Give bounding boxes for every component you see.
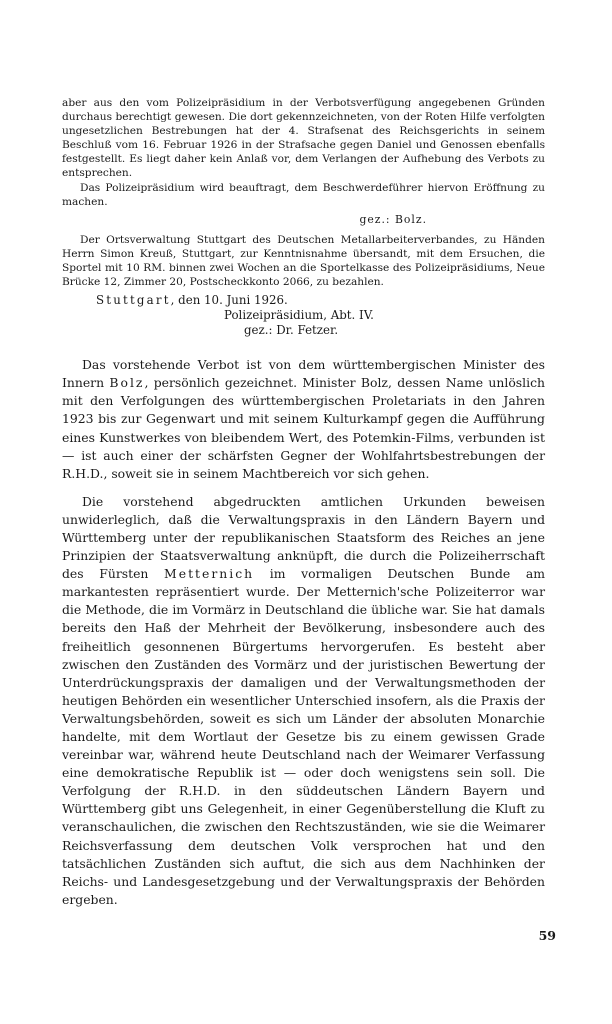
- book-page: [62, 96, 545, 909]
- commentary-p1-start: Das vorstehende Verbot ist von dem württembergischen Minister des Innern: [62, 357, 545, 391]
- date-city: Stuttgart: [96, 293, 171, 308]
- commentary-p1-rest: , persönlich gezeichnet. Minister Bolz, dessen Name unlöslich mit den Verfolgungen des württembergischen Proletariats in den Jahren 1923 bis zur Gegenwart und mit seinem Kulturkampf gegen die Aufführung eines Kunstwerkes von bleibendem Wert, des Potemkin-Films, verbunden ist — ist auch einer der schärfsten Gegner der Wohlfahrtsbestrebungen der R.H.D., soweit sie in seinem Machtbereich vor sich gehen.: [62, 375, 546, 481]
- signature-bolz: gez.: Bolz.: [359, 212, 427, 226]
- commentary-p2-start: Die vorstehend abgedruckten amtlichen Urkunden beweisen unwiderleglich, daß die Verwaltungspraxis in den Ländern Bayern und Württemberg unter der republikanischen Staatsform des Reiches an jene Prinzipien der Staatsverwaltung anknüpft, die durch die Polizeiherrschaft des Fürsten: [62, 493, 545, 582]
- office-line: Polizeipräsidium, Abt. IV.: [224, 308, 374, 323]
- signature-fetzer: gez.: Dr. Fetzer.: [244, 323, 339, 338]
- decision-paragraph-1: aber aus den vom Polizeipräsidium in der Verbotsverfügung angegebenen Gründen durchaus berechtigt gewesen. Die dort gekennzeichneten, von der Roten Hilfe verfolgten ungesetzlichen Bestrebungen hat der 4. Strafsenat des Reichsgerichts in seinem Beschluß vom 16. Februar 1926 in der Strafsache gegen Daniel und Genossen ebenfalls festgestellt. Es liegt daher kein Anlaß vor, dem Verlangen der Aufhebung des Verbots zu entsprechen.: [62, 97, 545, 180]
- commentary-p2-rest: im vormaligen Deutschen Bunde am markantesten repräsentiert wurde. Der Metternich'sche Polizeiterror war die Methode, die im Vormärz in Deutschland die übliche war. Sie hat damals bereits den Haß der Mehrheit der Bevölkerung, insbesondere auch des freiheitlich gesonnenen Bürgertums hervorgerufen. Es besteht aber zwischen den Zuständen des Vormärz und der juristischen Bewertung der Unterdrückungspraxis der damaligen und der Verwaltungsmethoden der heutigen Behörden ein wesentlicher Unterschied insofern, als die Praxis der Verwaltungsbehörden, soweit es sich um Länder der absoluten Monarchie handelte, mit dem Wortlaut der Gesetze bis zu einem gewissen Grade vereinbar war, während heute Deutschland nach der Weimarer Verfassung eine demokratische Republik ist — oder doch wenigstens sein soll. Die Verfolgung der R.H.D. in den süddeutschen Ländern Bayern und Württemberg gibt uns Gelegenheit, in einer Gegenüberstellung die Kluft zu veranschaulichen, die zwischen den Rechtszuständen, wie sie die Weimarer Reichsverfassung dem deutschen Volk versprochen hat und den tatsächlichen Zuständen sich auftut, die sich aus dem Nachhinken der Reichs- und Landesgesetzgebung und der Verwaltungspraxis der Behörden ergeben.: [62, 566, 545, 907]
- date-rest: , den 10. Juni 1926.: [170, 293, 288, 308]
- date-line: [96, 292, 545, 308]
- name-bolz: Bolz: [109, 375, 145, 391]
- address-paragraph: Der Ortsverwaltung Stuttgart des Deutschen Metallarbeiterverbandes, zu Händen Herrn Simon Kreuß, Stuttgart, zur Kenntnisnahme übersandt, mit dem Ersuchen, die Sportel mit 10 RM. binnen zwei Wochen an die Sportelkasse des Polizeipräsidiums, Neue Brücke 12, Zimmer 20, Postscheckkonto 2066, zu bezahlen.: [62, 233, 545, 289]
- commentary-paragraph-1: [62, 356, 545, 483]
- name-metternich: Metternich: [164, 566, 255, 582]
- commentary-paragraph-2: [62, 493, 545, 909]
- page-number: 59: [538, 928, 556, 943]
- decision-paragraph-2: Das Polizeipräsidium wird beauftragt, dem Beschwerdeführer hiervon Eröffnung zu machen.: [62, 181, 545, 208]
